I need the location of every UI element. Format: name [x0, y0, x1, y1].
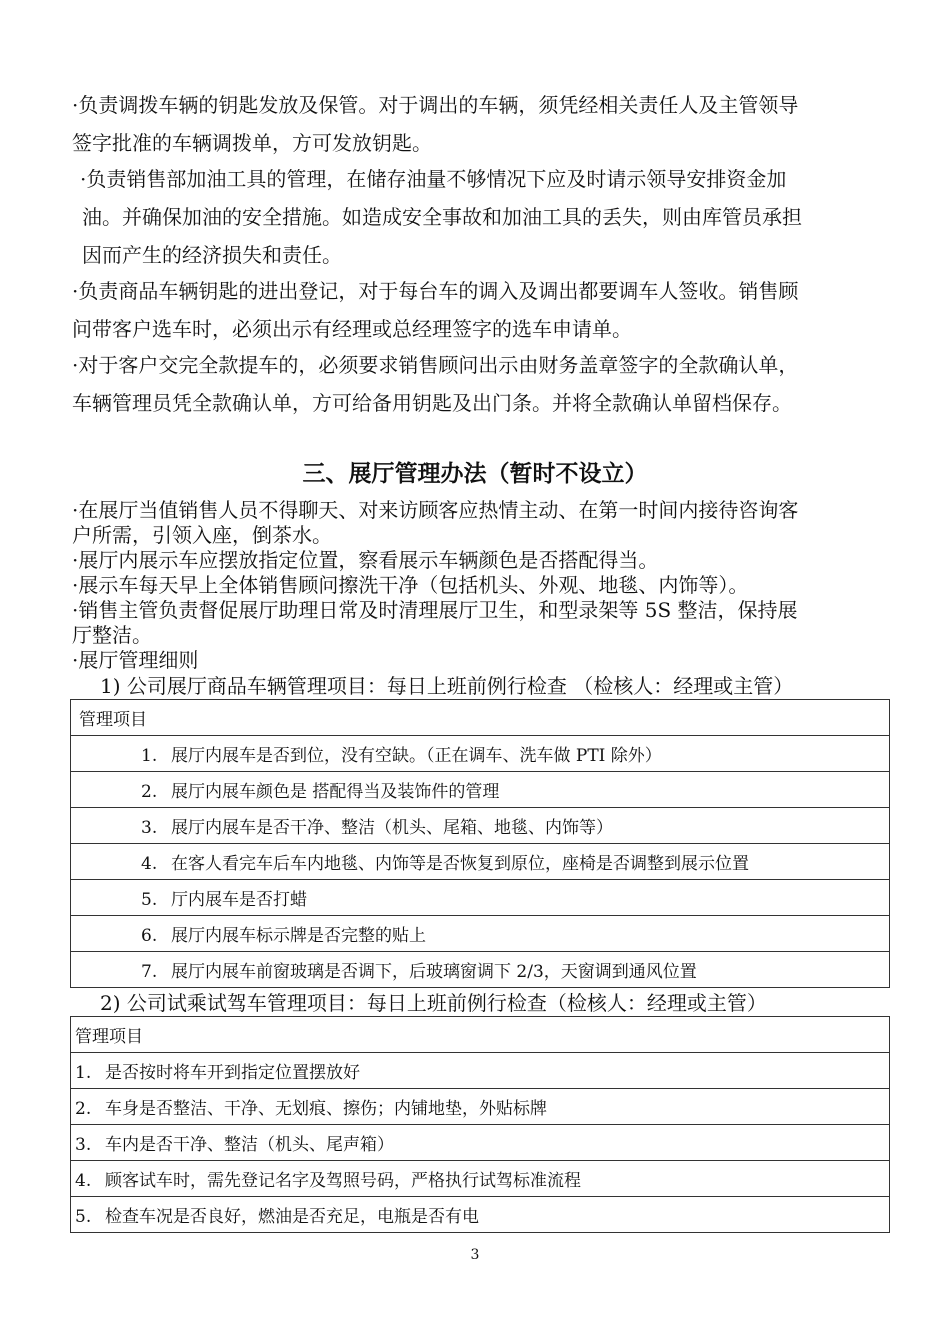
row-text: 厅内展车是否打蜡 — [171, 890, 307, 910]
table-row — [71, 1197, 890, 1233]
table-row — [71, 1089, 890, 1125]
row-text: 在客人看完车后车内地毯、内饰等是否恢复到原位，座椅是否调整到展示位置 — [171, 854, 749, 874]
row-text: 展厅内展车是否干净、整洁（机头、尾箱、地毯、内饰等） — [171, 818, 613, 838]
row-number: 6. — [141, 926, 158, 946]
test-drive-table — [70, 1016, 890, 1233]
row-number: 4. — [141, 854, 158, 874]
table-row — [71, 1125, 890, 1161]
row-number: 2. — [75, 1099, 92, 1119]
paragraph-key-dispatch: ·负责调拨车辆的钥匙发放及保管。对于调出的车辆，须凭经相关责任人及主管领导 签字批准的车辆调拨单，方可发放钥匙。 — [72, 93, 799, 155]
row-text: 车内是否干净、整洁（机头、尾声箱） — [105, 1135, 394, 1155]
table-row — [71, 952, 890, 988]
table-header-row — [71, 1017, 890, 1053]
table-row — [71, 736, 890, 772]
row-number: 5. — [75, 1207, 92, 1227]
table-row — [71, 916, 890, 952]
row-text: 展厅内展车颜色是 搭配得当及装饰件的管理 — [171, 782, 500, 802]
row-number: 4. — [75, 1171, 92, 1191]
table-header-row — [71, 700, 890, 736]
table-row — [71, 844, 890, 880]
row-text: 顾客试车时，需先登记名字及驾照号码，严格执行试驾标准流程 — [105, 1171, 581, 1191]
table1-caption: 1) 公司展厅商品车辆管理项目：每日上班前例行检查 （检核人：经理或主管） — [100, 674, 794, 698]
row-number: 5. — [141, 890, 158, 910]
row-number: 1. — [141, 746, 158, 766]
paragraph-key-registration: ·负责商品车辆钥匙的进出登记，对于每台车的调入及调出都要调车人签收。销售顾 问带客户选车时，必须出示有经理或总经理签字的选车申请单。 — [72, 279, 799, 341]
table-row — [71, 772, 890, 808]
paragraph-full-payment: ·对于客户交完全款提车的，必须要求销售顾问出示由财务盖章签字的全款确认单， 车辆管理员凭全款确认单，方可给备用钥匙及出门条。并将全款确认单留档保存。 — [72, 353, 799, 415]
table-row — [71, 1161, 890, 1197]
table-row — [71, 808, 890, 844]
table-row — [71, 880, 890, 916]
showroom-vehicle-table — [70, 699, 890, 988]
row-text: 是否按时将车开到指定位置摆放好 — [105, 1063, 360, 1083]
row-text: 展厅内展车前窗玻璃是否调下，后玻璃窗调下 2/3，天窗调到通风位置 — [171, 962, 697, 982]
row-number: 3. — [75, 1135, 92, 1155]
row-number: 2. — [141, 782, 158, 802]
table-header: 管理项目 — [71, 1017, 890, 1053]
table-header: 管理项目 — [71, 700, 890, 736]
showroom-rules: ·在展厅当值销售人员不得聊天、对来访顾客应热情主动、在第一时间内接待咨询客 户所需，引领入座，倒茶水。 ·展厅内展示车应摆放指定位置，察看展示车辆颜色是否搭配得当。 ·展示车每天早上全体销售顾问擦洗干净（包括机头、外观、地毯、内饰等）。 ·销售主管负责督促展厅助理日常及时清理展厅卫生，和型录架等 5S 整洁，保持展 厅整洁。 ·展厅管理细则 — [72, 498, 799, 672]
row-number: 1. — [75, 1063, 92, 1083]
row-number: 3. — [141, 818, 158, 838]
row-text: 检查车况是否良好，燃油是否充足，电瓶是否有电 — [105, 1207, 479, 1227]
section-title: 三、展厅管理办法（暂时不设立） — [302, 460, 648, 487]
table2-caption: 2) 公司试乘试驾车管理项目：每日上班前例行检查（检核人：经理或主管） — [100, 991, 767, 1015]
row-number: 7. — [141, 962, 158, 982]
paragraph-fuel-tools: ·负责销售部加油工具的管理，在储存油量不够情况下应及时请示领导安排资金加 油。并确保加油的安全措施。如造成安全事故和加油工具的丢失，则由库管员承担 因而产生的经济损失和责任。 — [80, 167, 802, 267]
page-number: 3 — [470, 1247, 480, 1263]
table-row — [71, 1053, 890, 1089]
row-text: 展厅内展车标示牌是否完整的贴上 — [171, 926, 426, 946]
row-text: 展厅内展车是否到位，没有空缺。（正在调车、洗车做 PTI 除外） — [171, 746, 662, 766]
row-text: 车身是否整洁、干净、无划痕、擦伤；内铺地垫，外贴标牌 — [105, 1099, 547, 1119]
